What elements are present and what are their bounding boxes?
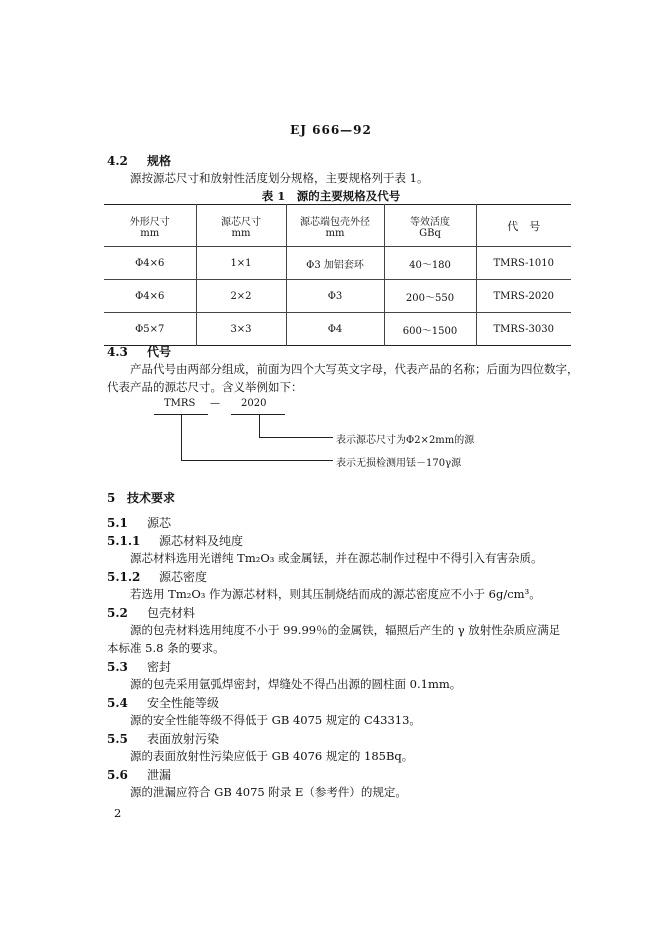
section-title: 源芯 <box>147 516 172 530</box>
section-5-6-body: 源的泄漏应符合 GB 4075 附录 E（参考件）的规定。 <box>130 785 407 799</box>
section-number: 5 <box>107 491 116 505</box>
section-title: 代号 <box>147 345 172 359</box>
section-title: 源芯材料及纯度 <box>159 534 244 548</box>
section-number: 5.6 <box>107 768 128 782</box>
table-cell: 40～180 <box>384 247 476 280</box>
section-5-5-heading <box>107 730 219 747</box>
section-title: 表面放射污染 <box>147 732 220 746</box>
col-header-outer-size: 外形尺寸 mm <box>104 205 196 247</box>
table-cell: 2×2 <box>196 280 286 313</box>
section-4-2-heading <box>107 152 171 169</box>
section-title: 规格 <box>147 154 172 168</box>
section-number: 5.2 <box>107 606 128 620</box>
section-5-4-heading <box>107 694 219 711</box>
col-header-core-size: 源芯尺寸 mm <box>196 205 286 247</box>
table-cell: Φ3 <box>286 280 384 313</box>
section-number: 5.1 <box>107 516 128 530</box>
table-row <box>104 247 571 280</box>
prefix-connector-horizontal <box>181 460 333 461</box>
section-title: 泄漏 <box>147 768 172 782</box>
col-header-shell-diameter: 源芯端包壳外径 mm <box>286 205 384 247</box>
table-cell: Φ4 <box>286 313 384 346</box>
table-cell: Φ4×6 <box>104 247 196 280</box>
section-number: 4.3 <box>107 345 128 359</box>
section-4-3-heading <box>107 343 171 360</box>
section-number: 5.5 <box>107 732 128 746</box>
section-4-3-body-line-1: 产品代号由两部分组成，前面为四个大写英文字母，代表产品的名称；后面为四位数字， <box>130 362 579 376</box>
prefix-connector-vertical <box>181 414 182 461</box>
table-row <box>104 280 571 313</box>
table-cell: TMRS-1010 <box>476 247 571 280</box>
section-number: 4.2 <box>107 154 128 168</box>
spec-table <box>104 204 571 346</box>
section-5-1-heading <box>107 514 171 531</box>
table-cell: Φ4×6 <box>104 280 196 313</box>
table-cell: TMRS-2020 <box>476 280 571 313</box>
section-number: 5.3 <box>107 660 128 674</box>
section-5-1-2-heading <box>107 568 207 585</box>
section-5-5-body: 源的表面放射性污染应低于 GB 4076 规定的 185Bq。 <box>130 749 414 763</box>
table-cell: 200～550 <box>384 280 476 313</box>
code-example-prefix: TMRS <box>164 398 196 409</box>
table-cell: 1×1 <box>196 247 286 280</box>
section-5-3-heading <box>107 658 171 675</box>
section-title: 包壳材料 <box>147 606 196 620</box>
col-header-activity: 等效活度 GBq <box>384 205 476 247</box>
code-example-dash: — <box>210 398 220 409</box>
table-cell: Φ5×7 <box>104 313 196 346</box>
code-meaning-size: 表示源芯尺寸为Φ2×2mm的源 <box>336 435 475 446</box>
section-5-1-2-body: 若选用 Tm₂O₃ 作为源芯材料，则其压制烧结而成的源芯密度应不小于 6g/cm³。 <box>130 587 541 601</box>
section-title: 源芯密度 <box>159 570 208 584</box>
table-cell: 3×3 <box>196 313 286 346</box>
section-5-2-body-line-2: 本标准 5.8 条的要求。 <box>107 641 225 655</box>
table-cell: Φ3 加铝套环 <box>286 247 384 280</box>
page-number: 2 <box>114 806 122 820</box>
table-row <box>104 313 571 346</box>
table-cell: TMRS-3030 <box>476 313 571 346</box>
section-number: 5.4 <box>107 696 128 710</box>
section-number: 5.1.2 <box>107 570 141 584</box>
section-5-heading <box>107 489 175 506</box>
table-header-row <box>104 205 571 247</box>
section-number: 5.1.1 <box>107 534 141 548</box>
col-header-code: 代 号 <box>476 205 571 247</box>
code-meaning-name: 表示无损检测用铥－170γ源 <box>336 458 462 469</box>
section-5-4-body: 源的安全性能等级不得低于 GB 4075 规定的 C43313。 <box>130 713 421 727</box>
section-4-3-body-line-2: 代表产品的源芯尺寸。含义举例如下： <box>107 380 303 394</box>
section-5-3-body: 源的包壳采用氩弧焊密封，焊缝处不得凸出源的圆柱面 0.1mm。 <box>130 677 462 691</box>
section-5-2-body-line-1: 源的包壳材料选用纯度不小于 99.99％的金属铁，辐照后产生的 γ 放射性杂质应满足 <box>130 623 561 637</box>
section-5-1-1-body: 源芯材料选用光谱纯 Tm₂O₃ 或金属铥，并在源芯制作过程中不得引入有害杂质。 <box>130 551 543 565</box>
code-example-suffix: 2020 <box>241 398 267 409</box>
section-title: 技术要求 <box>127 491 176 505</box>
suffix-connector-horizontal <box>259 437 333 438</box>
section-title: 密封 <box>147 660 172 674</box>
table-1-caption: 表 1 源的主要规格及代号 <box>261 189 401 203</box>
section-4-2-body: 源按源芯尺寸和放射性活度划分规格，主要规格列于表 1。 <box>130 171 429 185</box>
section-5-6-heading <box>107 766 171 783</box>
section-5-2-heading <box>107 604 195 621</box>
section-5-1-1-heading <box>107 532 243 549</box>
document-code: EJ 666—92 <box>290 123 372 137</box>
table-cell: 600～1500 <box>384 313 476 346</box>
suffix-underline <box>231 414 285 415</box>
section-title: 安全性能等级 <box>147 696 220 710</box>
suffix-connector-vertical <box>259 414 260 438</box>
